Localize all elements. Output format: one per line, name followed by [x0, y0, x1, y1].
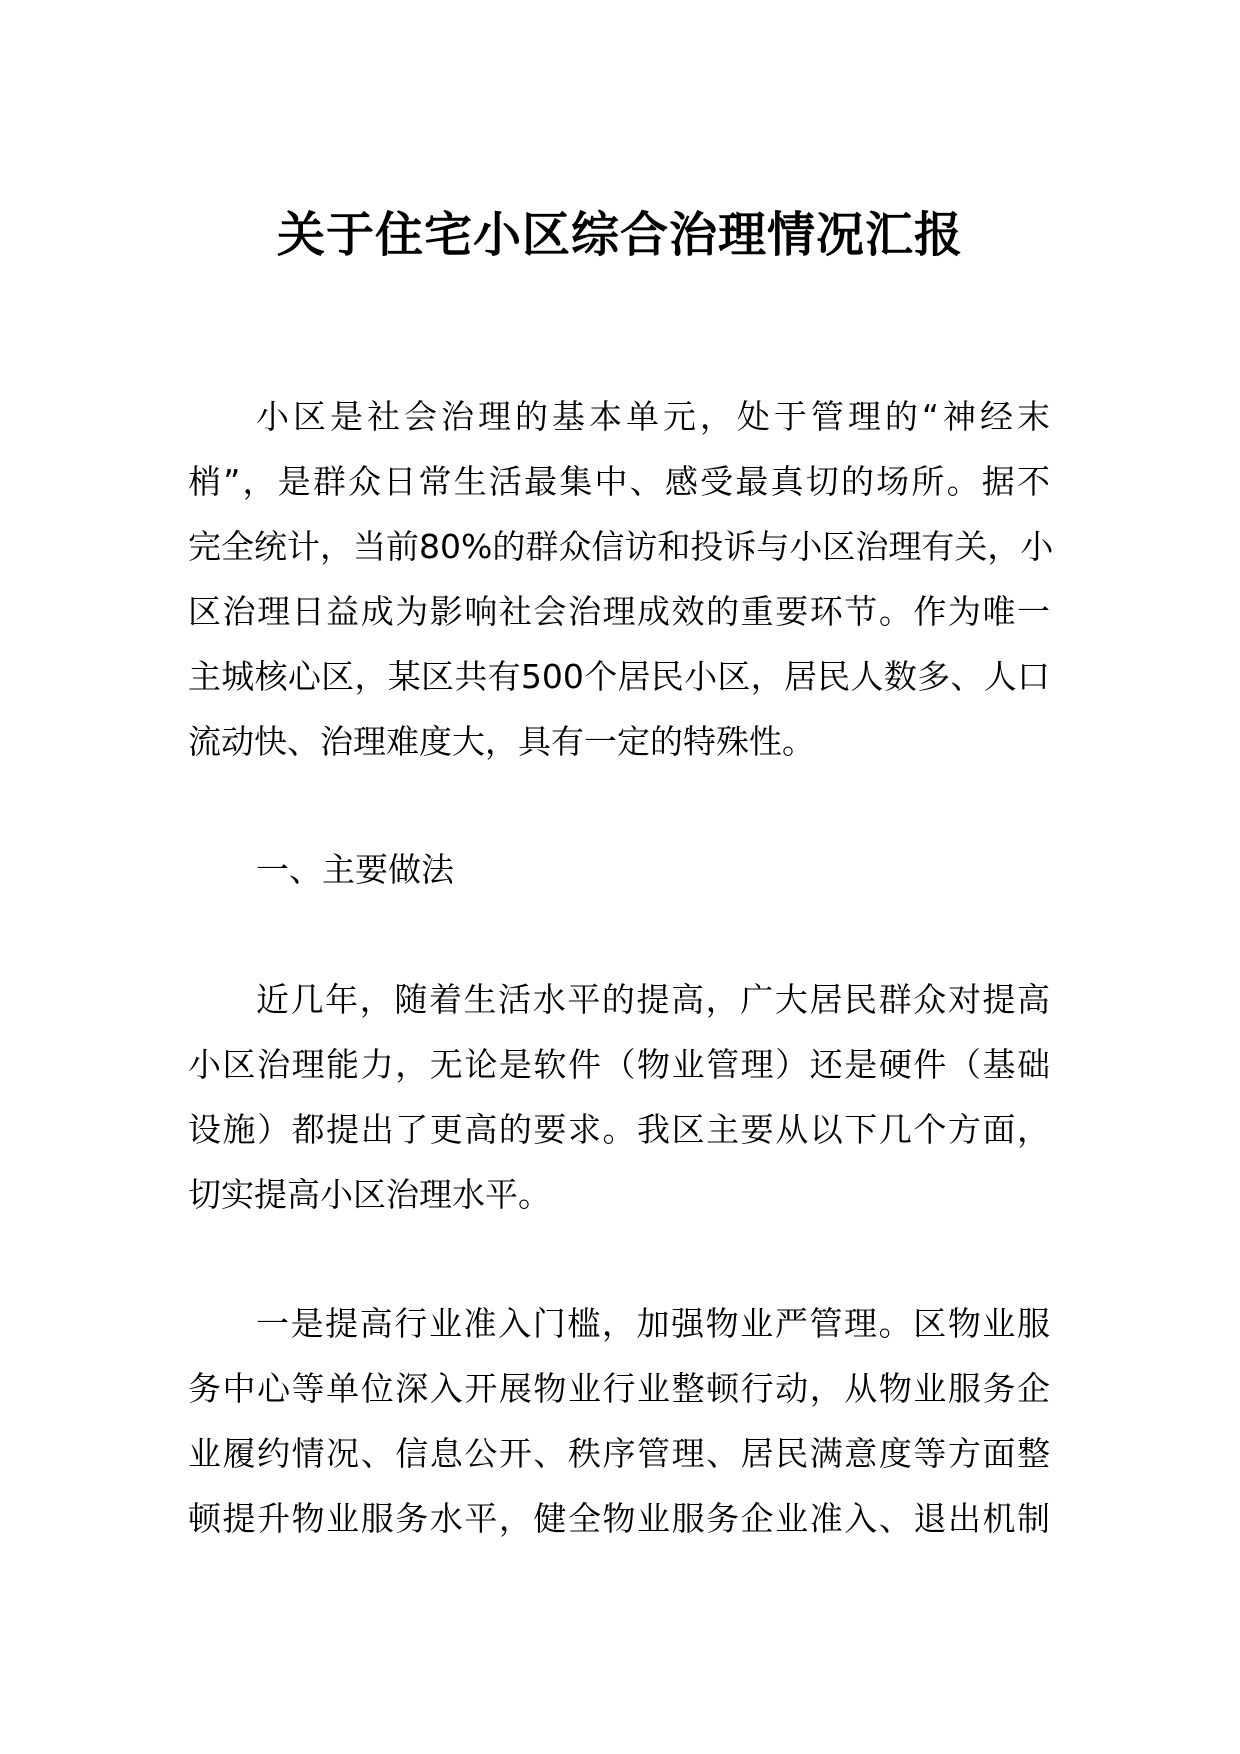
paragraph-line: 完全统计，当前80%的群众信访和投诉与小区治理有关，小 [188, 527, 1054, 566]
paragraph-line: 流动快、治理难度大，具有一定的特殊性。 [188, 722, 815, 761]
paragraph-line: 近几年，随着生活水平的提高，广大居民群众对提高 [256, 980, 1050, 1019]
paragraph-line: 小区治理能力，无论是软件（物业管理）还是硬件（基础 [188, 1045, 1050, 1084]
paragraph-line: 小区是社会治理的基本单元，处于管理的“神经末 [256, 397, 1050, 436]
paragraph-line: 业履约情况、信息公开、秩序管理、居民满意度等方面整 [188, 1434, 1050, 1473]
section-heading: 一、主要做法 [256, 850, 454, 889]
paragraph-line: 务中心等单位深入开展物业行业整顿行动，从物业服务企 [188, 1369, 1050, 1408]
document-title: 关于住宅小区综合治理情况汇报 [276, 207, 963, 263]
section-paragraph [188, 1291, 1050, 1551]
section-paragraph [188, 967, 1050, 1227]
paragraph-line: 主城核心区，某区共有500个居民小区，居民人数多、人口 [188, 657, 1050, 696]
paragraph-line: 设施）都提出了更高的要求。我区主要从以下几个方面， [188, 1110, 1050, 1149]
paragraph-line: 切实提高小区治理水平。 [188, 1175, 551, 1214]
paragraph-line: 区治理日益成为影响社会治理成效的重要环节。作为唯一 [188, 592, 1050, 631]
paragraph-line: 顿提升物业服务水平，健全物业服务企业准入、退出机制 [188, 1499, 1050, 1538]
paragraph-line: 梢”，是群众日常生活最集中、感受最真切的场所。据不 [188, 462, 1050, 501]
paragraph-line: 一是提高行业准入门槛，加强物业严管理。区物业服 [256, 1304, 1050, 1343]
intro-paragraph [188, 384, 1054, 774]
